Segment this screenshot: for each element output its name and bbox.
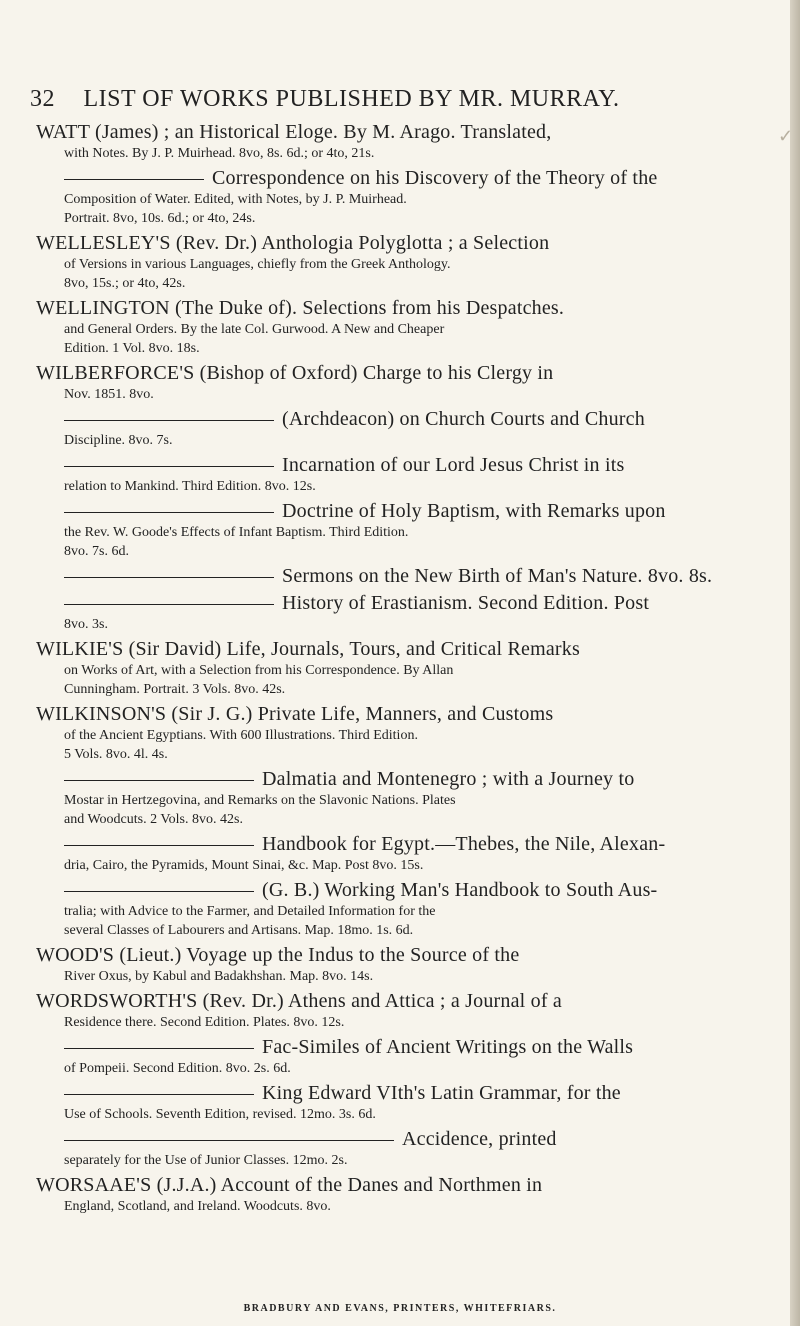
catalogue-entry: [36, 1081, 728, 1124]
entry-detail-line: of the Ancient Egyptians. With 600 Illustrations. Third Edition.: [64, 728, 418, 743]
entry-detail-line: Nov. 1851. 8vo.: [64, 387, 154, 402]
ditto-rule: [64, 1140, 394, 1141]
entry-detail-line: Cunningham. Portrait. 3 Vols. 8vo. 42s.: [64, 682, 286, 697]
entry-detail-line: separately for the Use of Junior Classes. 12mo. 2s.: [64, 1153, 348, 1168]
entry-heading-text: WORSAAE'S (J.J.A.) Account of the Danes and Northmen in: [36, 1174, 543, 1196]
ditto-rule: [64, 604, 274, 605]
entry-heading-text: King Edward VIth's Latin Grammar, for the: [262, 1082, 621, 1104]
catalogue-entry: [36, 1035, 728, 1078]
ditto-rule: [64, 1048, 254, 1049]
entry-detail-line: River Oxus, by Kabul and Badakhshan. Map. 8vo. 14s.: [64, 969, 374, 984]
entry-heading: [36, 564, 728, 588]
entry-detail-line: 8vo. 3s.: [64, 617, 108, 632]
entry-heading: [36, 767, 728, 791]
entry-detail-line: England, Scotland, and Ireland. Woodcuts. 8vo.: [64, 1199, 331, 1214]
catalogue-entry: [36, 499, 728, 561]
entry-detail-line: with Notes. By J. P. Muirhead. 8vo, 8s. 6d.; or 4to, 21s.: [64, 146, 375, 161]
entry-detail-line: Portrait. 8vo, 10s. 6d.; or 4to, 24s.: [64, 211, 256, 226]
entry-detail-line: dria, Cairo, the Pyramids, Mount Sinai, &c. Map. Post 8vo. 15s.: [64, 858, 424, 873]
entry-detail-line: 8vo. 7s. 6d.: [64, 544, 129, 559]
catalogue-entry: [36, 989, 728, 1032]
entry-heading: [36, 989, 728, 1013]
entry-heading-text: (Archdeacon) on Church Courts and Church: [282, 408, 645, 430]
catalogue-entry: [36, 1127, 728, 1170]
entry-detail-line: of Pompeii. Second Edition. 8vo. 2s. 6d.: [64, 1061, 291, 1076]
entry-heading: [36, 702, 728, 726]
entry-heading-text: WILKIE'S (Sir David) Life, Journals, Tours, and Critical Remarks: [36, 638, 580, 660]
entry-heading: [36, 407, 728, 431]
entry-heading-text: WELLINGTON (The Duke of). Selections from his Despatches.: [36, 297, 565, 319]
entry-heading-text: Incarnation of our Lord Jesus Christ in its: [282, 454, 625, 476]
entry-heading-text: Sermons on the New Birth of Man's Nature. 8vo. 8s.: [282, 565, 713, 587]
entry-detail-line: Edition. 1 Vol. 8vo. 18s.: [64, 341, 200, 356]
entry-detail-line: of Versions in various Languages, chiefly from the Greek Anthology.: [64, 257, 451, 272]
margin-mark: ✓: [778, 126, 794, 146]
entry-heading-text: WORDSWORTH'S (Rev. Dr.) Athens and Attica ; a Journal of a: [36, 990, 562, 1012]
printer-imprint: BRADBURY AND EVANS, PRINTERS, WHITEFRIARS.: [243, 1303, 557, 1314]
entry-detail-line: Residence there. Second Edition. Plates. 8vo. 12s.: [64, 1015, 345, 1030]
catalogue-entry: [36, 943, 728, 986]
catalogue-entry: [36, 361, 728, 404]
entry-heading-text: WATT (James) ; an Historical Eloge. By M. Arago. Translated,: [36, 121, 552, 143]
entry-detail-line: and Woodcuts. 2 Vols. 8vo. 42s.: [64, 812, 243, 827]
entry-heading: [36, 1081, 728, 1105]
page-number: 32: [30, 86, 55, 112]
entry-detail-line: Composition of Water. Edited, with Notes, by J. P. Muirhead.: [64, 192, 407, 207]
entry-heading: [36, 296, 728, 320]
ditto-rule: [64, 845, 254, 846]
ditto-rule: [64, 780, 254, 781]
entry-heading: [36, 591, 728, 615]
entry-heading-text: (G. B.) Working Man's Handbook to South Aus-: [262, 879, 658, 901]
entry-detail-line: Use of Schools. Seventh Edition, revised. 12mo. 3s. 6d.: [64, 1107, 376, 1122]
entry-detail-line: Discipline. 8vo. 7s.: [64, 433, 173, 448]
entry-heading: [36, 637, 728, 661]
entry-heading-text: Fac-Similes of Ancient Writings on the Walls: [262, 1036, 634, 1058]
ditto-rule: [64, 179, 204, 180]
ditto-rule: [64, 466, 274, 467]
catalogue-entry: [36, 231, 728, 293]
entry-heading-text: Doctrine of Holy Baptism, with Remarks upon: [282, 500, 666, 522]
entry-heading: [36, 1173, 728, 1197]
entry-heading: [36, 166, 728, 190]
entry-heading: [36, 231, 728, 255]
entry-heading-text: Dalmatia and Montenegro ; with a Journey to: [262, 768, 635, 790]
entry-heading-text: Accidence, printed: [402, 1128, 557, 1150]
catalogue-entry: [36, 407, 728, 450]
entry-detail-line: on Works of Art, with a Selection from his Correspondence. By Allan: [64, 663, 454, 678]
catalogue-entry: [36, 296, 728, 358]
entry-heading: [36, 878, 728, 902]
page-title: LIST OF WORKS PUBLISHED BY MR. MURRAY.: [83, 86, 620, 112]
entry-heading: [36, 453, 728, 477]
entry-heading: [36, 361, 728, 385]
entry-heading: [36, 832, 728, 856]
catalogue-entry: [36, 166, 728, 228]
catalogue-entry: [36, 453, 728, 496]
entry-heading-text: WILBERFORCE'S (Bishop of Oxford) Charge to his Clergy in: [36, 362, 554, 384]
entry-heading: [36, 499, 728, 523]
entry-detail-line: 5 Vols. 8vo. 4l. 4s.: [64, 747, 168, 762]
entry-heading-text: History of Erastianism. Second Edition. Post: [282, 592, 650, 614]
entry-heading-text: WILKINSON'S (Sir J. G.) Private Life, Manners, and Customs: [36, 703, 554, 725]
entry-heading-text: WELLESLEY'S (Rev. Dr.) Anthologia Polyglotta ; a Selection: [36, 232, 550, 254]
running-header: [30, 86, 730, 113]
entry-detail-line: and General Orders. By the late Col. Gurwood. A New and Cheaper: [64, 322, 445, 337]
entry-detail-line: 8vo, 15s.; or 4to, 42s.: [64, 276, 186, 291]
page-edge: [790, 0, 800, 1326]
catalogue-entry: [36, 591, 728, 634]
ditto-rule: [64, 512, 274, 513]
entry-heading-text: Handbook for Egypt.—Thebes, the Nile, Alexan-: [262, 833, 666, 855]
catalogue-entry: [36, 120, 728, 163]
entry-heading: [36, 943, 728, 967]
entry-heading-text: WOOD'S (Lieut.) Voyage up the Indus to the Source of the: [36, 944, 520, 966]
entry-detail-line: relation to Mankind. Third Edition. 8vo. 12s.: [64, 479, 316, 494]
entry-heading: [36, 120, 728, 144]
catalogue-entry: [36, 878, 728, 940]
catalogue-entry: [36, 1173, 728, 1216]
ditto-rule: [64, 891, 254, 892]
catalogue-list: [36, 120, 728, 1219]
entry-heading: [36, 1035, 728, 1059]
entry-detail-line: Mostar in Hertzegovina, and Remarks on the Slavonic Nations. Plates: [64, 793, 456, 808]
ditto-rule: [64, 420, 274, 421]
ditto-rule: [64, 1094, 254, 1095]
catalogue-entry: [36, 637, 728, 699]
entry-heading: [36, 1127, 728, 1151]
entry-detail-line: several Classes of Labourers and Artisans. Map. 18mo. 1s. 6d.: [64, 923, 414, 938]
catalogue-entry: [36, 564, 728, 588]
catalogue-entry: [36, 702, 728, 764]
entry-heading-text: Correspondence on his Discovery of the Theory of the: [212, 167, 658, 189]
entry-detail-line: tralia; with Advice to the Farmer, and Detailed Information for the: [64, 904, 436, 919]
catalogue-entry: [36, 832, 728, 875]
catalogue-entry: [36, 767, 728, 829]
ditto-rule: [64, 577, 274, 578]
entry-detail-line: the Rev. W. Goode's Effects of Infant Baptism. Third Edition.: [64, 525, 409, 540]
